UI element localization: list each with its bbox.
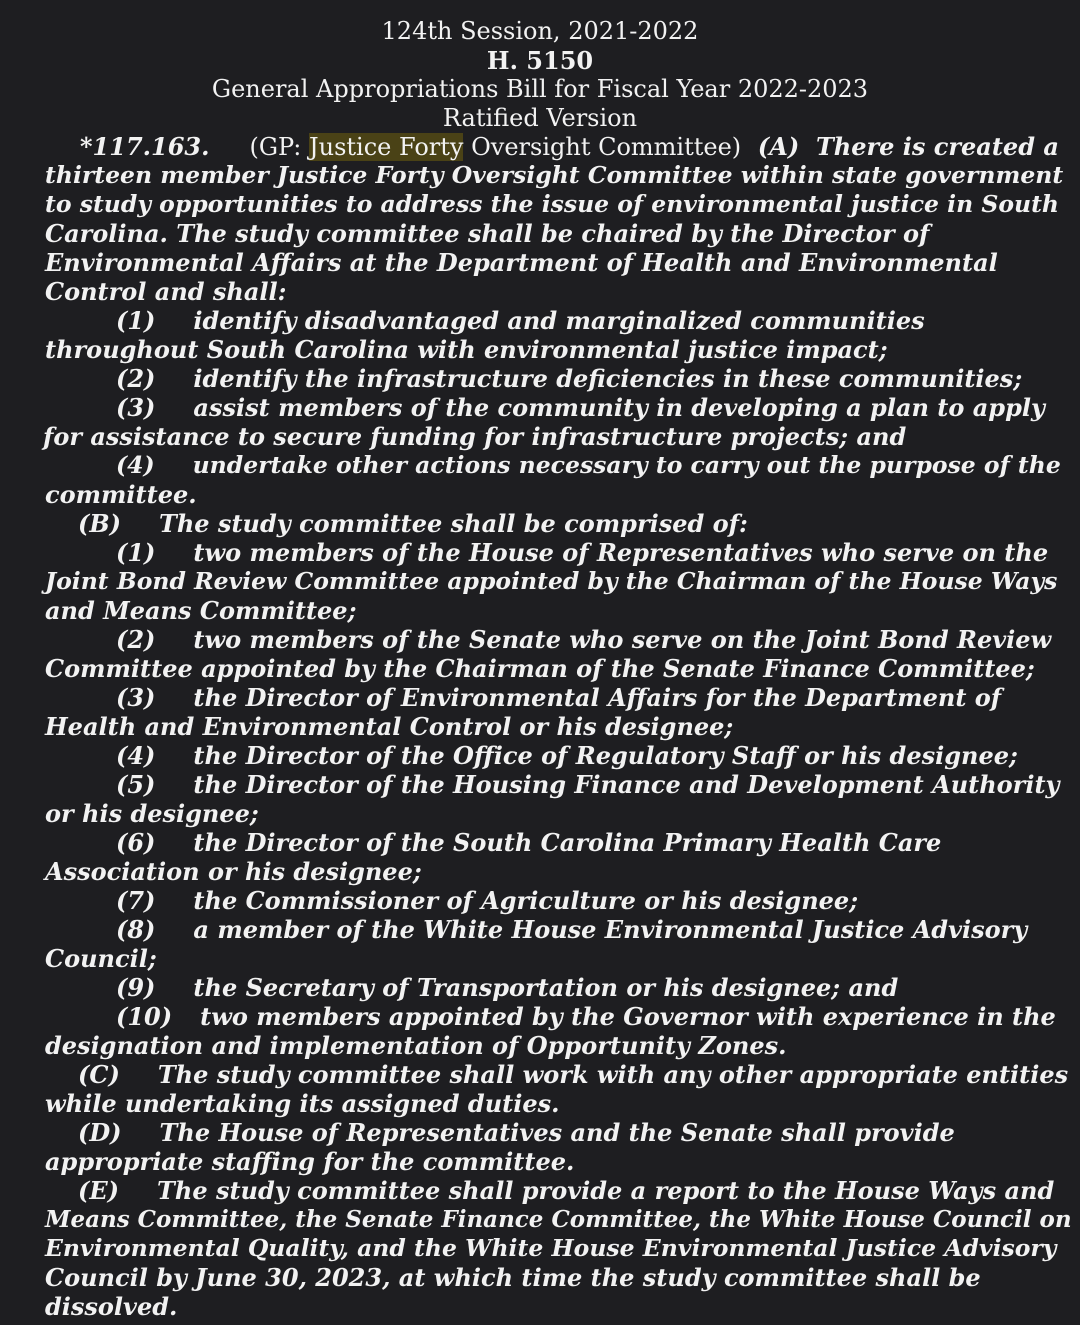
item-text: the Commissioner of Agriculture or his designee; (193, 886, 859, 915)
subsection-c-text: The study committee shall work with any other appropriate entities (157, 1060, 1069, 1089)
item-text: the Director of the South Carolina Primary Health Care (193, 828, 942, 857)
item-text: identify disadvantaged and marginalized communities (193, 306, 925, 335)
list-item (116, 886, 858, 915)
subsection-b-line (78, 509, 748, 538)
subsection-d-line (78, 1118, 955, 1147)
section-number: *117.163. (80, 132, 210, 161)
subsection-e-label: (E) (78, 1176, 120, 1205)
body-line: to study opportunities to address the issue of environmental justice in South (45, 190, 1060, 218)
item-continuation: and Means Committee; (45, 596, 357, 625)
list-item (116, 393, 1045, 422)
item-continuation: throughout South Carolina with environmental justice impact; (45, 335, 888, 364)
subsection-b-label: (B) (78, 509, 121, 538)
list-item (116, 364, 1022, 393)
item-number: (9) (116, 973, 156, 1002)
item-number: (2) (116, 625, 156, 654)
item-text: two members of the Senate who serve on the Joint Bond Review (193, 625, 1052, 654)
item-number: (4) (116, 451, 155, 479)
item-number: (7) (116, 886, 156, 915)
item-number: (1) (116, 306, 156, 335)
subsection-c-line (78, 1060, 1068, 1089)
list-item (116, 306, 925, 335)
list-item (116, 741, 1018, 770)
item-continuation: Joint Bond Review Committee appointed by the Chairman of the House Ways (45, 567, 1058, 595)
item-text: the Director of the Housing Finance and Development Authority (193, 770, 1060, 799)
item-continuation: Council; (45, 944, 157, 973)
list-item (116, 451, 1061, 480)
section-heading-line (80, 132, 1059, 162)
item-number: (5) (116, 770, 156, 799)
section-heading-suffix: Oversight Committee) (463, 133, 742, 161)
item-text: undertake other actions necessary to carry out the purpose of the (192, 451, 1061, 479)
list-item (116, 828, 941, 857)
item-number: (10) (116, 1002, 173, 1031)
item-continuation: Environmental Quality, and the White House Environmental Justice Advisory (45, 1234, 1057, 1262)
body-line: Carolina. The study committee shall be chaired by the Director of (45, 219, 930, 248)
list-item (116, 1002, 1056, 1031)
item-number: (3) (116, 683, 156, 712)
item-text: the Director of Environmental Affairs for the Department of (193, 683, 1002, 712)
item-continuation: Association or his designee; (45, 857, 422, 886)
item-text: assist members of the community in developing a plan to apply (193, 393, 1045, 422)
list-item (116, 973, 898, 1002)
list-item (116, 683, 1001, 712)
item-continuation: designation and implementation of Opportunity Zones. (45, 1031, 787, 1060)
session-line: 124th Session, 2021-2022 (381, 17, 699, 45)
body-line: Environmental Affairs at the Department of Health and Environmental (45, 248, 998, 277)
item-continuation: while undertaking its assigned duties. (45, 1089, 560, 1118)
item-text: two members appointed by the Governor with experience in the (200, 1002, 1056, 1031)
item-number: (2) (116, 364, 156, 393)
subsection-c-label: (C) (78, 1060, 120, 1089)
body-line: thirteen member Justice Forty Oversight Committee within state government (45, 161, 1064, 189)
item-number: (8) (116, 915, 156, 944)
item-continuation: Health and Environmental Control or his designee; (45, 712, 734, 741)
item-number: (3) (116, 393, 156, 422)
item-text: two members of the House of Representatives who serve on the (193, 538, 1049, 567)
subsection-e-line (78, 1176, 1054, 1205)
item-continuation: Means Committee, the Senate Finance Committee, the White House Council on (45, 1206, 1072, 1233)
list-item (116, 625, 1051, 654)
item-text: identify the infrastructure deficiencies in these communities; (193, 364, 1023, 393)
document-header (0, 17, 1080, 133)
subsection-e-text: The study committee shall provide a report to the House Ways and (157, 1176, 1055, 1205)
subsection-d-text: The House of Representatives and the Senate shall provide (159, 1118, 955, 1147)
highlighted-text: Justice Forty (309, 133, 464, 161)
item-continuation: dissolved. (45, 1292, 178, 1321)
item-text: a member of the White House Environmental Justice Advisory (193, 915, 1028, 944)
list-item (116, 538, 1048, 567)
section-heading-prefix: (GP: (249, 133, 310, 161)
bill-title: General Appropriations Bill for Fiscal Year 2022-2023 (211, 75, 869, 103)
item-number: (4) (116, 741, 156, 770)
item-continuation: for assistance to secure funding for infrastructure projects; and (43, 422, 907, 451)
item-continuation: committee. (45, 480, 197, 509)
item-number: (6) (116, 828, 156, 857)
bill-number: H. 5150 (486, 46, 594, 75)
list-item (116, 770, 1059, 799)
item-continuation: appropriate staffing for the committee. (45, 1147, 575, 1176)
item-number: (1) (116, 538, 156, 567)
item-text: the Director of the Office of Regulatory Staff or his designee; (193, 741, 1018, 770)
item-text: the Secretary of Transportation or his designee; and (193, 973, 899, 1002)
version-line: Ratified Version (442, 104, 638, 132)
list-item (116, 915, 1027, 944)
body-line: Control and shall: (45, 277, 287, 306)
item-continuation: or his designee; (45, 799, 259, 828)
item-continuation: Committee appointed by the Chairman of the Senate Finance Committee; (45, 654, 1035, 683)
item-continuation: Council by June 30, 2023, at which time the study committee shall be (45, 1263, 981, 1292)
subsection-b-text: The study committee shall be comprised of: (159, 509, 748, 538)
subsection-a-label: (A) (757, 132, 800, 161)
subsection-a-text: There is created a (815, 132, 1059, 161)
subsection-d-label: (D) (78, 1118, 122, 1147)
